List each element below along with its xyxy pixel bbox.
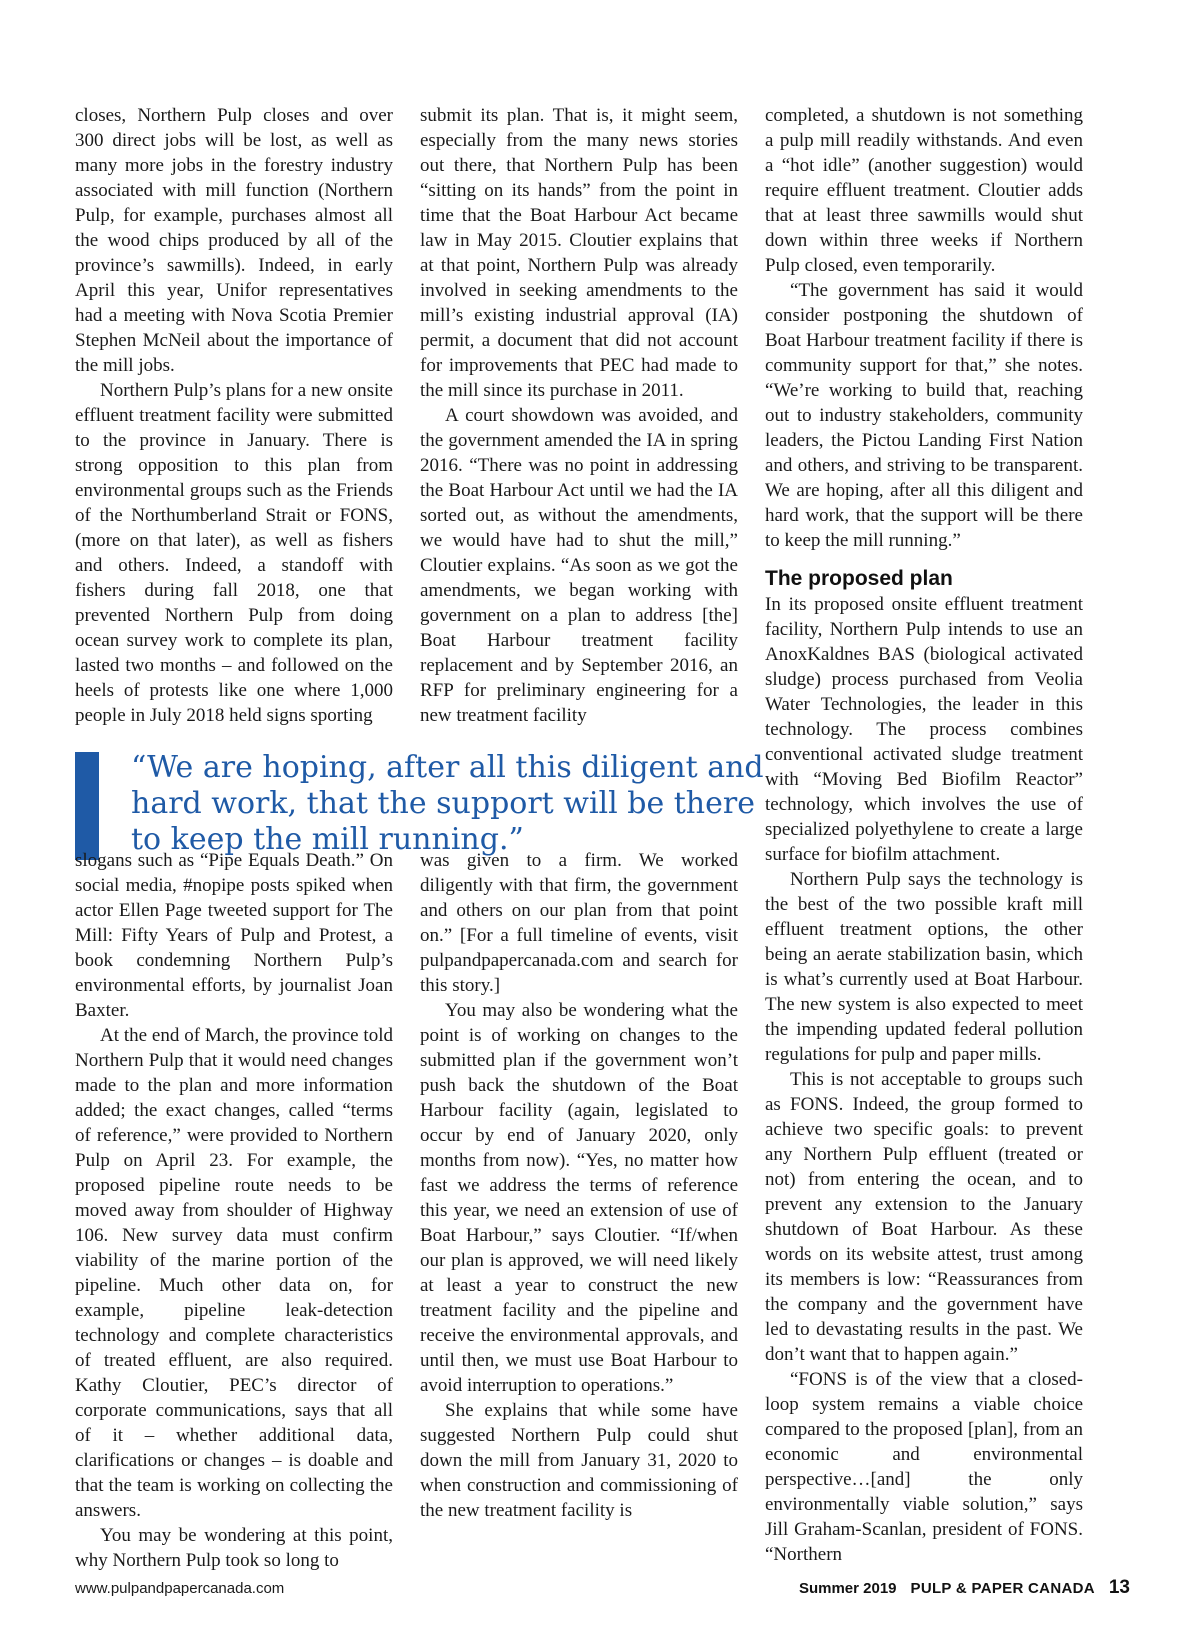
paragraph: Northern Pulp’s plans for a new onsite effluent treatment facility were submitted to the province in January. There is strong opposition to this plan from environmental groups such as the Friends of the Northumberland Strait or FONS, (more on that later), as well as fishers and others. Indeed, a standoff with fishers during fall 2018, one that prevented Northern Pulp from doing ocean survey work to complete its plan, lasted two months – and followed on the heels of protests like one where 1,000 people in July 2018 held signs sporting bbox=[75, 380, 393, 726]
footer-issue: Summer 2019 bbox=[798, 1580, 897, 1597]
paragraph: She explains that while some have suggested Northern Pulp could shut down the mill from January 31, 2020 to when construction and commissioning of the new treatment facility is bbox=[420, 1400, 738, 1521]
page-number: 13 bbox=[1108, 1577, 1130, 1598]
column-2-top bbox=[420, 103, 738, 728]
paragraph: completed, a shutdown is not something a pulp mill readily withstands. And even a “hot idle” (another suggestion) would require effluent treatment. Cloutier adds that at least three sawmills would shut down within three weeks if Northern Pulp closed, even temporarily. bbox=[765, 105, 1083, 276]
paragraph: was given to a firm. We worked diligently with that firm, the government and others on our plan from that point on.” [For a full timeline of events, visit pulpandpapercanada.com and search for this story.] bbox=[420, 850, 738, 996]
paragraph: You may also be wondering what the point is of working on changes to the submitted plan if the government won’t push back the shutdown of the Boat Harbour facility (again, legislated to occur by end of January 2020, only months from now). “Yes, no matter how fast we address the terms of reference this year, we need an extension of use of Boat Harbour,” says Cloutier. “If/when our plan is approved, we will need likely at least a year to construct the new treatment facility and the pipeline and receive the environmental approvals, and until then, we must use Boat Harbour to avoid interruption to operations.” bbox=[420, 1000, 738, 1396]
footer-magazine: PULP & PAPER CANADA bbox=[910, 1580, 1095, 1597]
column-3 bbox=[765, 103, 1083, 1567]
column-3-part2 bbox=[765, 592, 1083, 1567]
paragraph: slogans such as “Pipe Equals Death.” On social media, #nopipe posts spiked when actor Ellen Page tweeted support for The Mill: Fifty Years of Pulp and Protest, a book condemning Northern Pulp’s environmental efforts, by journalist Joan Baxter. bbox=[75, 850, 393, 1021]
footer-url[interactable]: www.pulpandpapercanada.com bbox=[75, 1580, 285, 1597]
paragraph: This is not acceptable to groups such as FONS. Indeed, the group formed to achieve two specific goals: to prevent any Northern Pulp effluent (treated or not) from entering the ocean, and to prevent any extension to the January shutdown of Boat Harbour. As these words on its website attest, trust among its members is low: “Reassurances from the company and the government have led to devastating results in the past. We don’t want that to happen again.” bbox=[765, 1069, 1083, 1365]
paragraph: A court showdown was avoided, and the government amended the IA in spring 2016. “There was no point in addressing the Boat Harbour Act until we had the IA sorted out, as without the amendments, we would have had to shut the mill,” Cloutier explains. “As soon as we got the amendments, we began working with government on a plan to address [the] Boat Harbour treatment facility replacement and by September 2016, an RFP for preliminary engineering for a new treatment facility bbox=[420, 405, 738, 726]
column-1-bottom bbox=[75, 848, 393, 1573]
paragraph: closes, Northern Pulp closes and over 300 direct jobs will be lost, as well as many more jobs in the forestry industry associated with mill function (Northern Pulp, for example, purchases almost all the wood chips produced by all of the province’s sawmills). Indeed, in early April this year, Unifor representatives had a meeting with Nova Scotia Premier Stephen McNeil about the importance of the mill jobs. bbox=[75, 105, 393, 376]
footer-folio bbox=[799, 1577, 1130, 1599]
column-3-part1 bbox=[765, 103, 1083, 553]
column-2-bottom bbox=[420, 848, 738, 1523]
paragraph: submit its plan. That is, it might seem, especially from the many news stories out there, that Northern Pulp has been “sitting on its hands” from the point in time that the Boat Harbour Act became law in May 2015. Cloutier explains that at that point, Northern Pulp was already involved in seeking amendments to the mill’s existing industrial approval (IA) permit, a document that did not account for improvements that PEC had made to the mill since its purchase in 2011. bbox=[420, 105, 738, 401]
column-1-top bbox=[75, 103, 393, 728]
paragraph: “FONS is of the view that a closed-loop system remains a viable choice compared to the proposed [plan], from an economic and environmental perspective…[and] the only environmentally viable solution,” says Jill Graham-Scanlan, president of FONS. “Northern bbox=[765, 1369, 1083, 1565]
pull-quote-bar bbox=[75, 752, 99, 860]
paragraph: Northern Pulp says the technology is the best of the two possible kraft mill effluent treatment options, the other being an aerate stabilization basin, which is what’s currently used at Boat Harbour. The new system is also expected to meet the impending updated federal pollution regulations for pulp and paper mills. bbox=[765, 869, 1083, 1065]
paragraph: You may be wondering at this point, why Northern Pulp took so long to bbox=[75, 1525, 393, 1571]
section-heading: The proposed plan bbox=[765, 567, 953, 590]
paragraph: “The government has said it would consider postponing the shutdown of Boat Harbour treatment facility if there is community support for that,” she notes. “We’re working to build that, reaching out to industry stakeholders, community leaders, the Pictou Landing First Nation and others, and striving to be transparent. We are hoping, after all this diligent and hard work, that the support will be there to keep the mill running.” bbox=[765, 280, 1083, 551]
paragraph: At the end of March, the province told Northern Pulp that it would need changes made to the plan and more information added; the exact changes, called “terms of reference,” were provided to Northern Pulp on April 23. For example, the proposed pipeline route needs to be moved away from shoulder of Highway 106. New survey data must confirm viability of the marine portion of the pipeline. Much other data on, for example, pipeline leak-detection technology and complete characteristics of treated effluent, are also required. Kathy Cloutier, PEC’s director of corporate communications, says that all of it – whether additional data, clarifications or changes – is doable and that the team is working on collecting the answers. bbox=[75, 1025, 393, 1521]
pull-quote-text: “We are hoping, after all this diligent and hard work, that the support will be there to keep the mill running.” bbox=[131, 750, 764, 857]
pull-quote bbox=[75, 752, 765, 860]
paragraph: In its proposed onsite effluent treatment facility, Northern Pulp intends to use an AnoxKaldnes BAS (biological activated sludge) process purchased from Veolia Water Technologies, the leader in this technology. The process combines conventional activated sludge treatment with “Moving Bed Biofilm Reactor” technology, which involves the use of specialized polyethylene to create a large surface for biofilm attachment. bbox=[765, 594, 1083, 865]
